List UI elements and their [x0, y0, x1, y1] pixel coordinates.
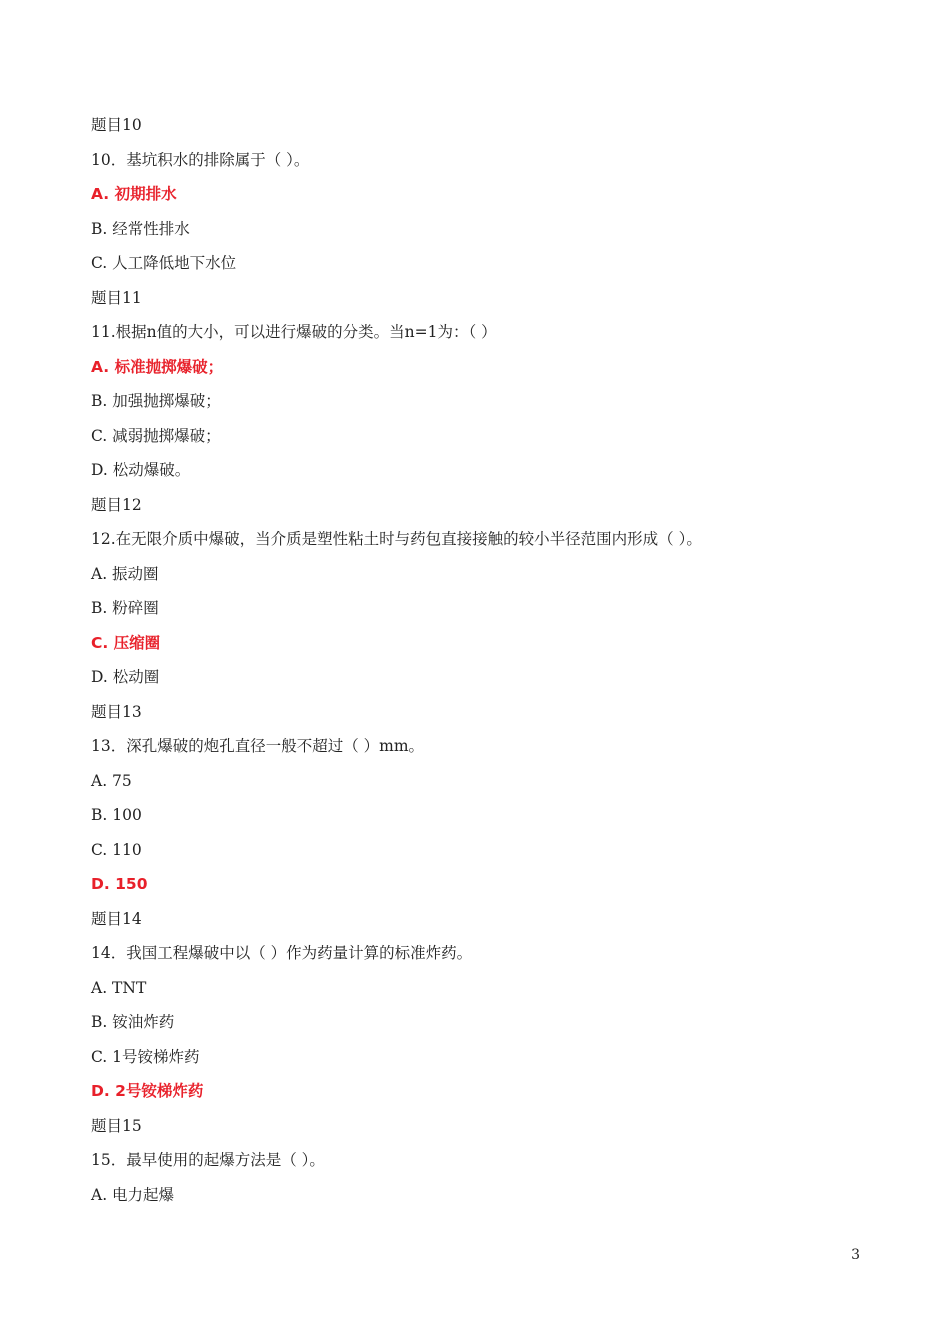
question-stem: 11.根据n值的大小，可以进行爆破的分类。当n=1为：（ ） [91, 323, 497, 341]
question-stem: 10．基坑积水的排除属于（ ）。 [91, 150, 310, 169]
question-heading: 题目12 [91, 495, 142, 514]
question-11 [91, 285, 891, 492]
question-heading: 题目13 [91, 702, 142, 721]
option-a: A. 振动圈 [91, 564, 159, 583]
option-d-correct: D. 150 [91, 875, 148, 893]
question-15 [91, 1113, 891, 1217]
option-d-correct: D. 2号铵梯炸药 [91, 1082, 204, 1100]
question-stem: 14．我国工程爆破中以（ ）作为药量计算的标准炸药。 [91, 944, 473, 962]
option-c-correct: C. 压缩圈 [91, 633, 161, 652]
option-a: A. TNT [91, 978, 147, 997]
question-stem: 15．最早使用的起爆方法是（ ）。 [91, 1151, 325, 1169]
option-b: B. 加强抛掷爆破； [91, 392, 221, 410]
option-c: C. 1号铵梯炸药 [91, 1047, 200, 1066]
option-a-correct: A. 标准抛掷爆破； [91, 357, 224, 376]
option-a-correct: A. 初期排水 [91, 185, 177, 203]
question-heading: 题目14 [91, 909, 142, 928]
option-b: B. 粉碎圈 [91, 599, 159, 617]
option-b: B. 100 [91, 806, 142, 824]
option-c: C. 减弱抛掷爆破； [91, 426, 221, 445]
question-13 [91, 699, 891, 906]
option-b: B. 经常性排水 [91, 219, 190, 238]
question-stem: 13．深孔爆破的炮孔直径一般不超过（ ）mm。 [91, 737, 425, 755]
question-12 [91, 492, 891, 699]
option-d: D. 松动爆破。 [91, 461, 191, 479]
document-body [91, 112, 891, 1216]
option-d: D. 松动圈 [91, 668, 160, 686]
option-b: B. 铵油炸药 [91, 1013, 175, 1031]
question-heading: 题目10 [91, 116, 142, 134]
page-number: 3 [851, 1247, 860, 1263]
option-a: A. 电力起爆 [91, 1185, 175, 1204]
question-14 [91, 906, 891, 1113]
question-10 [91, 112, 891, 285]
option-c: C. 人工降低地下水位 [91, 254, 237, 272]
option-a: A. 75 [91, 771, 132, 790]
question-stem: 12.在无限介质中爆破，当介质是塑性粘土时与药包直接接触的较小半径范围内形成（ ）。 [91, 530, 702, 548]
question-heading: 题目11 [91, 288, 142, 307]
question-heading: 题目15 [91, 1116, 142, 1135]
option-c: C. 110 [91, 840, 142, 859]
